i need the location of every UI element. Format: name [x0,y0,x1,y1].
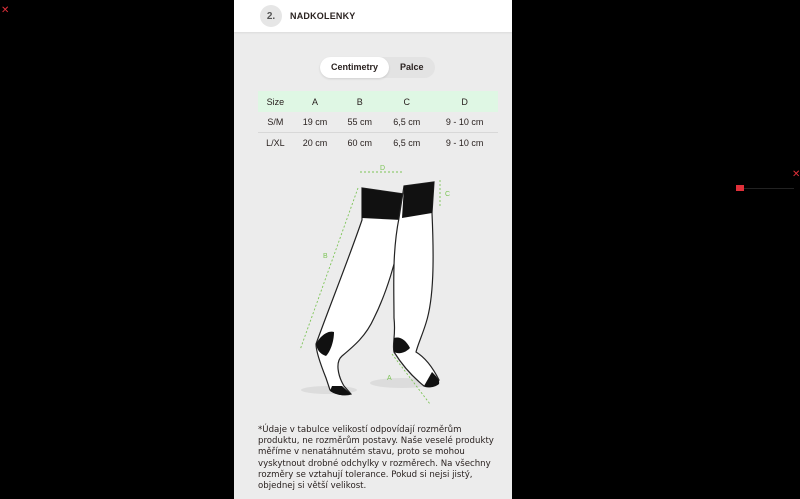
unit-option-centimetry[interactable]: Centimetry [320,57,389,78]
side-marker [736,184,794,192]
table-header-row [258,91,498,112]
size-disclaimer-note: *Údaje v tabulce velikostí odpovídají rozměrům produktu, ne rozměrům postavy. Naše veselé produkty měříme v nenatáhnutém stavu, proto se mohou vyskytnout drobné odchylky v rozměrech. Na všechny rozměry se vztahují tolerance. Pokud si nejsi jistý, objednej si větší velikost. [258,425,494,492]
table-cell: 6,5 cm [393,138,421,148]
table-cell: 9 - 10 cm [445,138,484,148]
column-header: D [431,91,498,112]
section-header [234,0,512,32]
step-badge: 2. [260,5,282,27]
dimension-label-d: D [380,165,386,172]
table-cell: S/M [258,112,293,133]
table-cell: 55 cm [337,112,382,133]
unit-option-palce[interactable]: Palce [400,62,424,72]
table-cell: 20 cm [302,138,328,148]
close-marker-icon: ✕ [792,169,800,180]
right-sock-cuff [402,182,434,218]
table-cell: 6,5 cm [382,112,431,133]
column-header: C [382,91,431,112]
dimension-label-b: B [323,253,328,260]
close-marker-icon: ✕ [1,5,10,16]
table-row [258,112,498,133]
column-header: Size [258,91,293,112]
table-cell: 9 - 10 cm [431,112,498,133]
dimension-label-a: A [387,375,392,382]
sock-measurement-diagram [234,158,512,413]
marker-dot [736,185,744,191]
table-cell: 19 cm [293,112,338,133]
column-header: A [293,91,338,112]
table-cell: 60 cm [347,138,373,148]
table-cell: L/XL [266,138,285,148]
section-title: NADKOLENKY [290,11,356,21]
table-row [258,133,498,154]
size-table [258,91,498,153]
dimension-label-c: C [445,191,451,198]
column-header: B [337,91,382,112]
unit-toggle [320,57,435,78]
size-guide-panel [234,0,512,499]
marker-line [744,188,794,189]
